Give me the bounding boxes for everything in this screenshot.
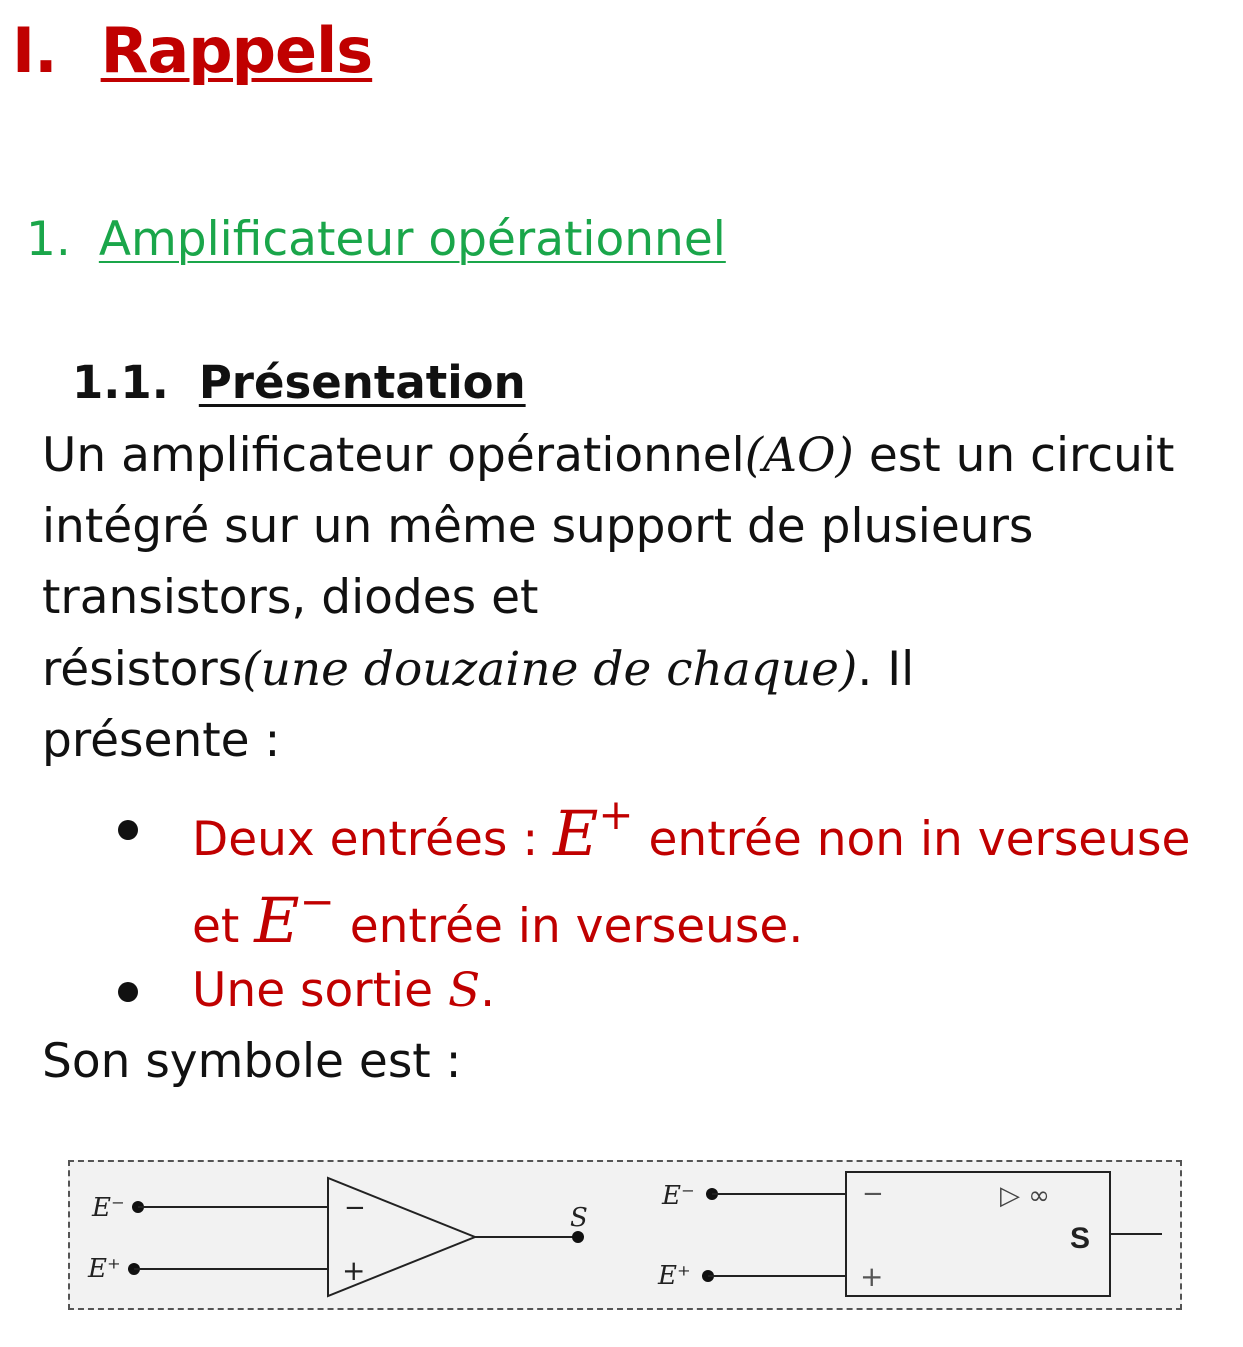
left-in-plus-label: E⁺ <box>88 1254 121 1284</box>
math-run: (AO) <box>744 428 854 483</box>
math-run: (une douzaine de chaque) <box>242 642 858 697</box>
left-output-label: S <box>570 1203 588 1233</box>
math-symbol <box>254 877 335 957</box>
bullet-item <box>192 963 496 1018</box>
triangle-plus-sign: + <box>342 1254 366 1287</box>
right-in-minus-label: E⁻ <box>662 1181 695 1211</box>
bullet-continuation <box>192 877 804 957</box>
paragraph-line: intégré sur un même support de plusieurs <box>42 499 1034 554</box>
rectangular-opamp-symbol <box>657 1172 1162 1296</box>
text-run: est un circuit <box>853 428 1175 483</box>
paragraph-line <box>42 642 915 697</box>
subsubsection-title: Présentation <box>198 356 526 409</box>
box-amplifier-infinity: ▷ ∞ <box>1000 1181 1050 1211</box>
text-run: . Il <box>857 642 915 697</box>
paragraph-line: transistors, diodes et <box>42 570 539 625</box>
box-plus-sign: + <box>860 1260 884 1293</box>
bullet-item <box>192 790 1191 870</box>
text-run: . <box>480 963 496 1018</box>
subsubsection-number: 1.1. <box>72 356 169 409</box>
bullet-dot <box>118 820 138 840</box>
paragraph-line: présente : <box>42 713 281 768</box>
subsubsection-heading <box>72 356 526 409</box>
text-run: résistors <box>42 642 243 697</box>
section-heading <box>12 14 372 87</box>
math-superscript: − <box>299 877 335 926</box>
text-run: Un amplificateur opérationnel <box>42 428 745 483</box>
section-number: I. <box>12 14 57 87</box>
box-output-label: S <box>1070 1222 1091 1255</box>
triangle-opamp-symbol <box>87 1178 588 1296</box>
triangle-minus-sign: − <box>344 1193 366 1223</box>
subsection-number: 1. <box>26 212 71 267</box>
text-run: entrée in verseuse. <box>334 899 804 954</box>
paragraph-line <box>42 428 1175 483</box>
subsection-title: Amplificateur opérationnel <box>98 212 726 267</box>
math-run: S <box>447 963 481 1018</box>
math-base: E <box>254 884 300 957</box>
math-superscript: + <box>598 790 634 839</box>
bullet-dot <box>118 982 138 1002</box>
left-in-minus-label: E⁻ <box>92 1193 125 1223</box>
subsection-heading <box>26 212 726 267</box>
opamp-symbols-svg <box>70 1162 1180 1308</box>
math-base: E <box>553 797 599 870</box>
text-run: Deux entrées : <box>192 812 554 867</box>
box-minus-sign: − <box>862 1179 884 1209</box>
text-run: et <box>192 899 255 954</box>
right-in-plus-label: E⁺ <box>658 1261 691 1291</box>
section-title: Rappels <box>100 14 373 87</box>
text-run: Une sortie <box>192 963 448 1018</box>
math-symbol <box>553 790 634 870</box>
closing-line: Son symbole est : <box>42 1034 462 1089</box>
text-run: entrée non in verseuse <box>633 812 1191 867</box>
opamp-symbol-figure <box>68 1160 1182 1310</box>
